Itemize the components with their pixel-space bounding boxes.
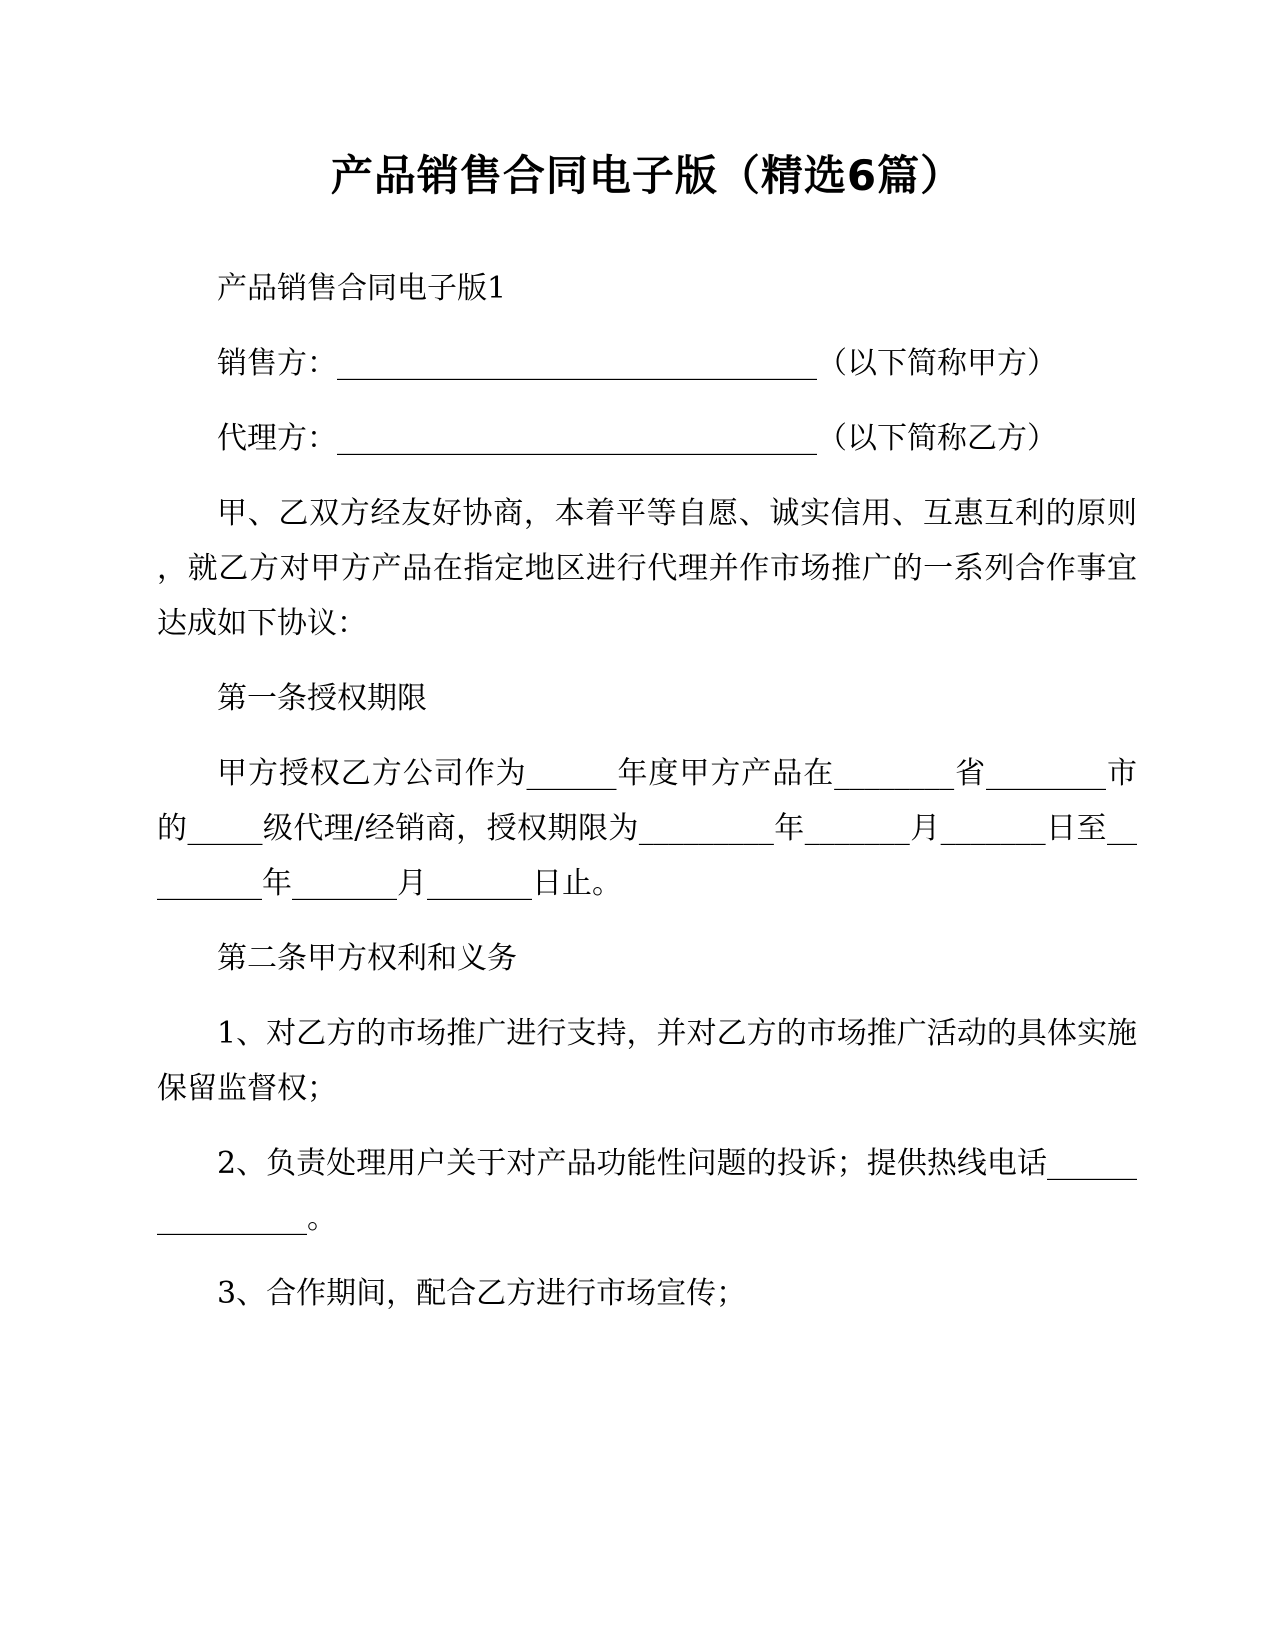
article-1-body: 甲方授权乙方公司作为______年度甲方产品在________省________市的_____级代理/经销商，授权期限为_________年_______月_______日至_________年_______月_______日止。	[157, 756, 1137, 901]
article-1-heading: 第一条授权期限	[217, 681, 427, 716]
article-2-item-3: 3、合作期间，配合乙方进行市场宣传；	[217, 1276, 747, 1311]
preamble-paragraph: 甲、乙双方经友好协商，本着平等自愿、诚实信用、互惠互利的原则，就乙方对甲方产品在指定地区进行代理并作市场推广的一系列合作事宜达成如下协议：	[157, 496, 1137, 641]
article-2-item-2: 2、负责处理用户关于对产品功能性问题的投诉；提供热线电话________________。	[157, 1146, 1137, 1236]
article-2-heading: 第二条甲方权利和义务	[217, 941, 517, 976]
seller-party-line: 销售方：________________________________（以下简称甲方）	[217, 346, 1057, 381]
agent-party-line: 代理方：________________________________（以下简称乙方）	[217, 421, 1057, 456]
document-title: 产品销售合同电子版（精选6篇）	[330, 151, 964, 200]
contract-1-heading: 产品销售合同电子版1	[217, 271, 507, 306]
article-2-item-1: 1、对乙方的市场推广进行支持，并对乙方的市场推广活动的具体实施保留监督权；	[157, 1016, 1137, 1106]
